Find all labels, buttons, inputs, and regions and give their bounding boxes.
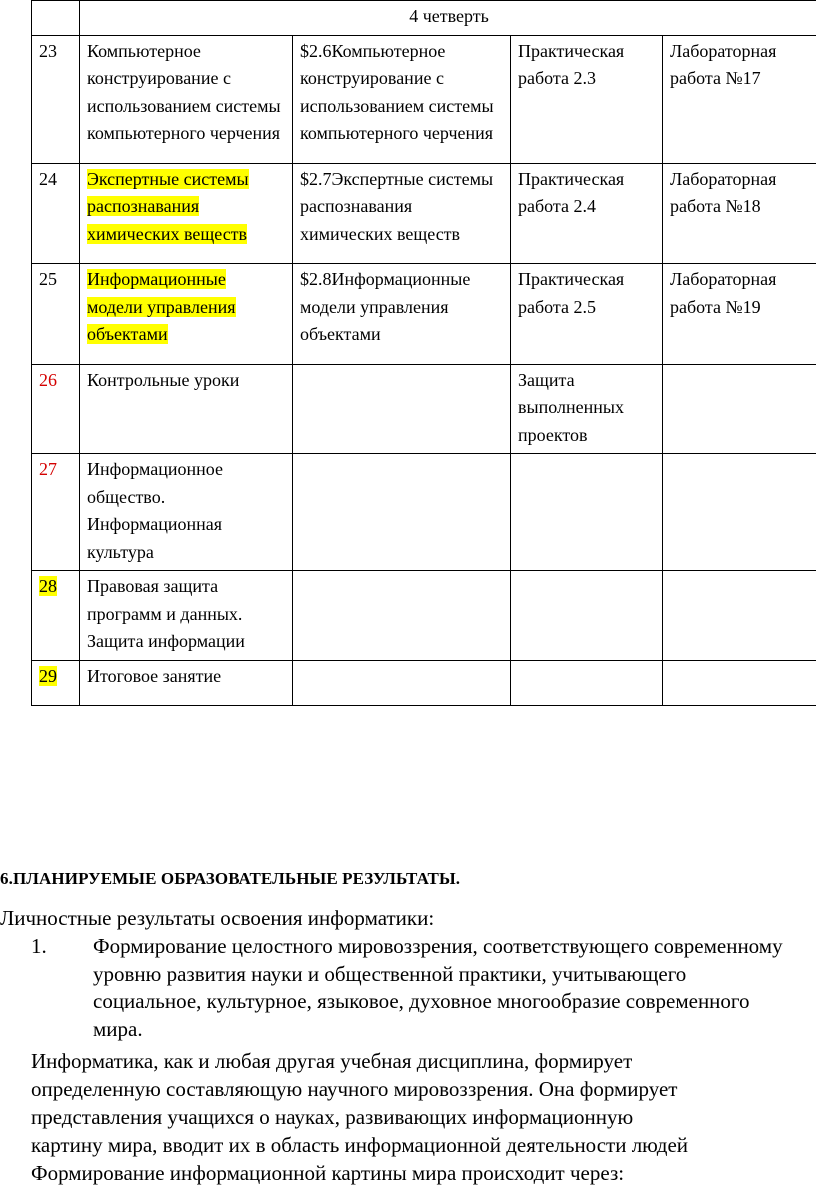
practice-cell bbox=[511, 571, 663, 661]
row-number bbox=[32, 571, 80, 661]
list-item-text: Формирование целостного мировоззрения, соответствующего современному уровню развития науки и общественной практики, учитывающего социальное, культурное, языковое, духовное многообразие современного мира. bbox=[93, 934, 783, 1041]
list-item-number: 1. bbox=[31, 934, 47, 958]
quarter-header: 4 четверть bbox=[80, 1, 816, 36]
lab-cell: Лабораторная работа №17 bbox=[663, 35, 816, 163]
results-list bbox=[0, 933, 790, 1043]
section-cell: $2.6Компьютерное конструирование с использованием системы компьютерного черчения bbox=[293, 35, 511, 163]
topic-cell: Итоговое занятие bbox=[80, 660, 293, 706]
topic-cell: Контрольные уроки bbox=[80, 364, 293, 454]
section-cell bbox=[293, 571, 511, 661]
row-number bbox=[32, 454, 80, 571]
highlighted-topic: Информационные модели управления объектами bbox=[87, 269, 236, 344]
lab-cell bbox=[663, 660, 816, 706]
section-cell: $2.7Экспертные системы распознавания химических веществ bbox=[293, 163, 511, 264]
paragraph-line: определенную составляющую научного мировоззрения. Она формирует bbox=[31, 1077, 678, 1101]
row-number-text: 28 bbox=[39, 576, 57, 596]
row-number-text: 26 bbox=[39, 369, 57, 390]
practice-cell bbox=[511, 660, 663, 706]
highlighted-topic: Экспертные системы распознавания химических веществ bbox=[87, 168, 249, 244]
row-number: 24 bbox=[32, 163, 80, 264]
empty-cell bbox=[32, 1, 80, 36]
section-cell bbox=[293, 364, 511, 454]
body-paragraph bbox=[31, 1047, 816, 1187]
section-cell: $2.8Информационные модели управления объектами bbox=[293, 264, 511, 365]
section-heading: 6.ПЛАНИРУЕМЫЕ ОБРАЗОВАТЕЛЬНЫЕ РЕЗУЛЬТАТЫ. bbox=[0, 869, 461, 888]
row-number: 25 bbox=[32, 264, 80, 365]
practice-cell: Практическая работа 2.3 bbox=[511, 35, 663, 163]
row-number-text: 29 bbox=[39, 665, 57, 686]
lab-cell bbox=[663, 454, 816, 571]
practice-cell: Практическая работа 2.4 bbox=[511, 163, 663, 264]
lab-cell bbox=[663, 571, 816, 661]
lab-cell: Лабораторная работа №18 bbox=[663, 163, 816, 264]
lesson-plan-table bbox=[31, 0, 816, 706]
paragraph-line: Информатика, как и любая другая учебная дисциплина, формирует bbox=[31, 1049, 633, 1073]
table-row bbox=[32, 571, 816, 661]
lab-cell bbox=[663, 364, 816, 454]
topic-cell bbox=[80, 163, 293, 264]
table-row bbox=[32, 163, 816, 264]
row-number bbox=[32, 364, 80, 454]
section-cell bbox=[293, 454, 511, 571]
topic-cell: Компьютерное конструирование с использованием системы компьютерного черчения bbox=[80, 35, 293, 163]
section-cell bbox=[293, 660, 511, 706]
row-number-text: 27 bbox=[39, 459, 57, 479]
row-number bbox=[32, 660, 80, 706]
intro-text: Личностные результаты освоения информатики: bbox=[0, 906, 435, 930]
paragraph-line: картину мира, вводит их в область информационной деятельности людей bbox=[31, 1133, 689, 1157]
quarter-row bbox=[32, 1, 816, 36]
paragraph-line: Формирование информационной картины мира происходит через: bbox=[31, 1161, 625, 1185]
row-number: 23 bbox=[32, 35, 80, 163]
topic-cell: Правовая защита программ и данных. Защита информации bbox=[80, 571, 293, 661]
practice-cell: Защита выполненных проектов bbox=[511, 364, 663, 454]
table-row bbox=[32, 35, 816, 163]
practice-cell: Практическая работа 2.5 bbox=[511, 264, 663, 365]
topic-cell bbox=[80, 264, 293, 365]
list-item bbox=[0, 933, 790, 1043]
practice-cell bbox=[511, 454, 663, 571]
paragraph-line: представления учащихся о науках, развивающих информационную bbox=[31, 1105, 634, 1129]
table-row bbox=[32, 454, 816, 571]
table-row bbox=[32, 264, 816, 365]
table-row bbox=[32, 660, 816, 706]
table-row bbox=[32, 364, 816, 454]
topic-cell: Информационное общество. Информационная культура bbox=[80, 454, 293, 571]
lab-cell: Лабораторная работа №19 bbox=[663, 264, 816, 365]
